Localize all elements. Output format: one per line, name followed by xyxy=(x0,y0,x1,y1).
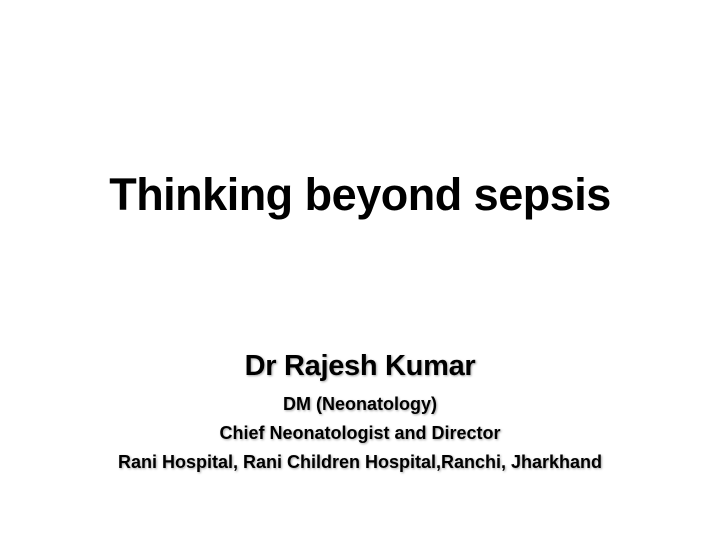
presenter-name: Dr Rajesh Kumar xyxy=(244,350,476,382)
presenter-position: Chief Neonatologist and Director xyxy=(219,423,501,443)
presenter-info xyxy=(0,342,720,477)
presenter-qualification: DM (Neonatology) xyxy=(283,394,437,414)
presenter-affiliation: Rani Hospital, Rani Children Hospital,Ranchi, Jharkhand xyxy=(117,452,603,472)
slide-title: Thinking beyond sepsis xyxy=(109,169,611,220)
